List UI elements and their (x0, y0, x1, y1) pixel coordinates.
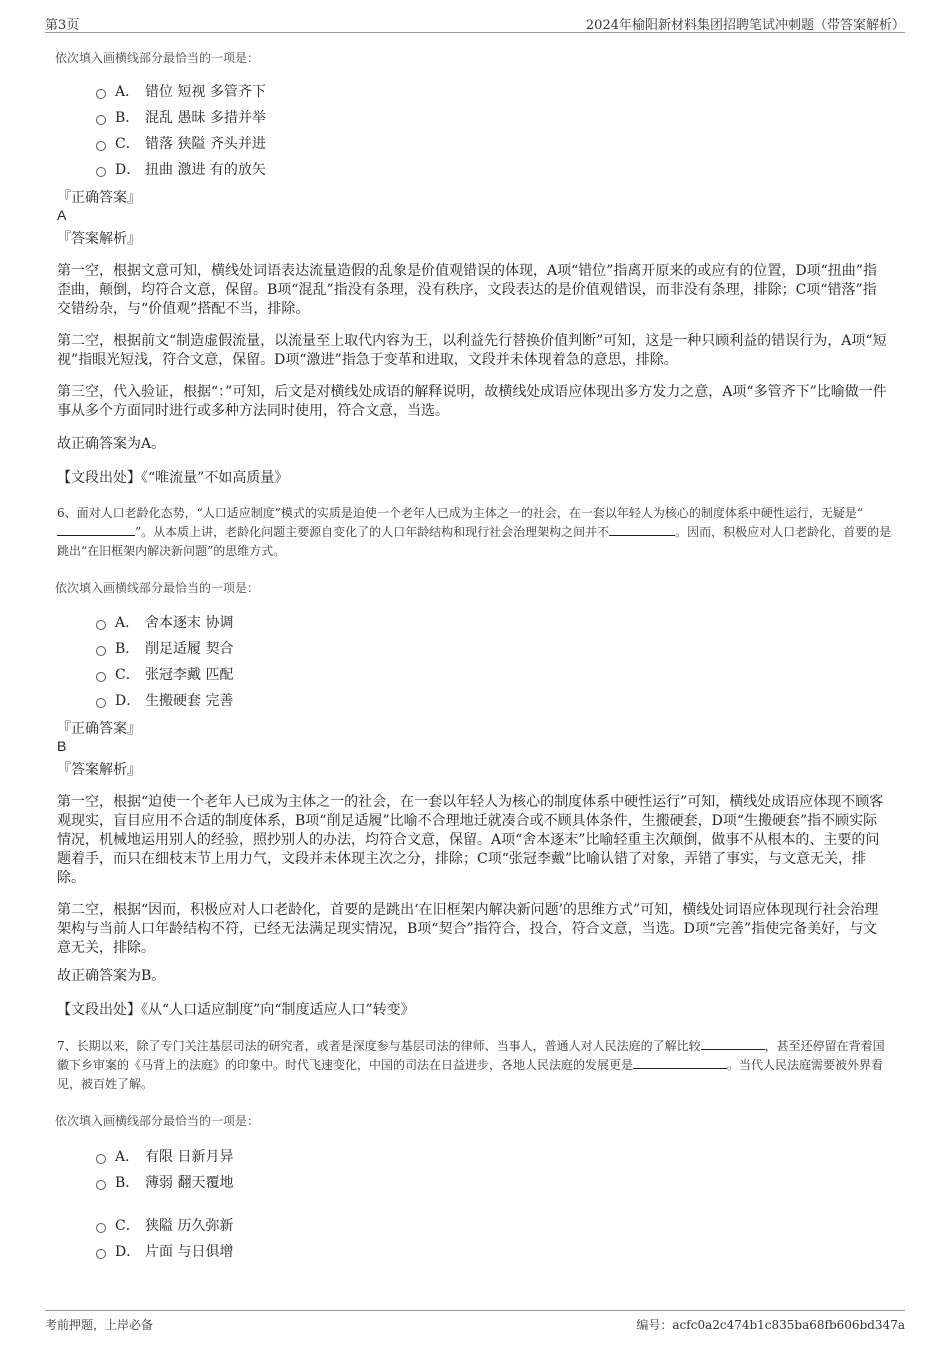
option-letter: C． (115, 667, 140, 683)
blank-line (633, 1056, 727, 1069)
q6-analysis-para-1: 第一空，根据“迫使一个老年人已成为主体之一的社会，在一套以年轻人为核心的制度体系中硬性运行”可知，横线处成语应体现不顾客观现实，盲目应用不合适的制度体系，B项“削足适履”比喻不合理地迁就凑合或不顾具体条件，生搬硬套，D项“生搬硬套”指不顾实际情况，机械地运用别人的经验，照抄别人的办法，均符合文意，保留。A项“舍本逐末”比喻轻重主次颠倒，做事不从根本的、主要的问题着手，而只在细枝末节上用力气，文段并未体现主次之分，排除；C项“张冠李戴”比喻认错了对象，弄错了事实，与文意无关，排除。 (57, 794, 884, 886)
option-text: 生搬硬套 完善 (145, 693, 234, 709)
option-text: 有限 日新月异 (145, 1149, 234, 1165)
radio-icon[interactable] (96, 1249, 106, 1259)
option-text: 扭曲 激进 有的放矢 (145, 162, 266, 178)
option-text: 张冠李戴 匹配 (145, 667, 234, 683)
q7-option-b[interactable] (96, 1172, 233, 1192)
q6-instruction: 依次填入画横线部分最恰当的一项是： (55, 581, 260, 595)
document-title: 2024年榆阳新材料集团招聘笔试冲刺题（带答案解析） (585, 18, 905, 33)
option-letter: A． (115, 84, 140, 100)
q5-option-a[interactable] (96, 81, 266, 101)
q6-answer-label: 『正确答案』 (57, 721, 141, 737)
option-letter: B． (115, 1175, 140, 1191)
radio-icon[interactable] (96, 620, 106, 630)
radio-icon[interactable] (96, 1223, 106, 1233)
blank-line (609, 523, 675, 536)
option-letter: D． (115, 693, 141, 709)
option-letter: C． (115, 136, 140, 152)
option-text: 削足适履 契合 (145, 641, 234, 657)
q5-analysis-para-2: 第二空，根据前文“制造虚假流量，以流量至上取代内容为王，以利益先行替换价值判断”可知，这是一种只顾利益的错误行为，A项“短视”指眼光短浅，符合文意，保留。D项“激进”指急于变革和进取，文段并未体现着急的意思，排除。 (57, 333, 887, 368)
option-text: 狭隘 历久弥新 (145, 1218, 234, 1234)
option-letter: D． (115, 162, 141, 178)
q5-option-d[interactable] (96, 159, 266, 179)
q6-option-b[interactable] (96, 638, 233, 658)
document-id: 编号：acfc0a2c474b1c835ba68fb606bd347a (636, 1318, 905, 1332)
option-letter: B． (115, 641, 140, 657)
radio-icon[interactable] (96, 141, 106, 151)
option-letter: C． (115, 1218, 140, 1234)
option-text: 错落 狭隘 齐头并进 (145, 136, 266, 152)
radio-icon[interactable] (96, 115, 106, 125)
radio-icon[interactable] (96, 672, 106, 682)
q6-source: 【文段出处】《从“人口适应制度”向“制度适应人口”转变》 (57, 1002, 415, 1018)
q5-source: 【文段出处】《“唯流量”不如高质量》 (57, 470, 289, 486)
q5-option-c[interactable] (96, 133, 266, 153)
option-text: 舍本逐末 协调 (145, 615, 234, 631)
q5-instruction: 依次填入画横线部分最恰当的一项是： (55, 51, 260, 65)
option-letter: A． (115, 1149, 140, 1165)
radio-icon[interactable] (96, 1180, 106, 1190)
q7-option-c[interactable] (96, 1215, 233, 1235)
footer-slogan: 考前押题，上岸必备 (45, 1318, 154, 1332)
q6-analysis-para-2: 第二空，根据“因而，积极应对人口老龄化，首要的是跳出‘在旧框架内解决新问题’的思维方式”可知，横线处词语应体现现行社会治理架构与当前人口年龄结构不符，已经无法满足现实情况，B项“契合”指符合，投合，符合文意，当选。D项“完善”指使完备美好，与文意无关，排除。 (57, 902, 879, 956)
q5-answer: A (57, 207, 67, 223)
q7-option-a[interactable] (96, 1146, 233, 1166)
page-header (45, 10, 905, 33)
page-number: 第3页 (45, 18, 80, 33)
q5-answer-label: 『正确答案』 (57, 190, 141, 206)
q7-stem: 7、长期以来，除了专门关注基层司法的研究者，或者是深度参与基层司法的律师、当事人，普通人对人民法庭的了解比较 ，甚至还停留在背着国徽下乡审案的《马背上的法庭》的印象中。时代飞速变化，中国的司法在日益进步，各地人民法庭的发展更是 。当代人民法庭需要被外界看见，被百姓了解。 (57, 1039, 885, 1091)
radio-icon[interactable] (96, 1154, 106, 1164)
blank-line (57, 523, 135, 536)
q6-analysis-label: 『答案解析』 (57, 762, 141, 778)
q5-analysis-para-3: 第三空，代入验证，根据“：”可知，后文是对横线处成语的解释说明，故横线处成语应体现出多方发力之意，A项“多管齐下”比喻做一件事从多个方面同时进行或多种方法同时使用，符合文意，当选。 (57, 384, 887, 419)
option-text: 错位 短视 多管齐下 (145, 84, 266, 100)
radio-icon[interactable] (96, 167, 106, 177)
radio-icon[interactable] (96, 89, 106, 99)
option-letter: A． (115, 615, 140, 631)
q7-option-d[interactable] (96, 1241, 233, 1261)
option-text: 片面 与日俱增 (145, 1244, 234, 1260)
q5-analysis-label: 『答案解析』 (57, 231, 141, 247)
q5-conclusion: 故正确答案为A。 (57, 436, 166, 452)
option-text: 薄弱 翻天覆地 (145, 1175, 234, 1191)
option-letter: D． (115, 1244, 141, 1260)
radio-icon[interactable] (96, 698, 106, 708)
q6-stem: 6、面对人口老龄化态势，“人口适应制度”模式的实质是迫使一个老年人已成为主体之一的社会，在一套以年轻人为核心的制度体系中硬性运行，无疑是“”。从本质上讲，老龄化问题主要源自变化了的人口年龄结构和现行社会治理架构之间并不 。因而，积极应对人口老龄化，首要的是跳出“在旧框架内解决新问题”的思维方式。 (57, 506, 892, 558)
radio-icon[interactable] (96, 646, 106, 656)
q5-option-b[interactable] (96, 107, 266, 127)
q6-conclusion: 故正确答案为B。 (57, 968, 166, 984)
page-footer (45, 1310, 905, 1335)
blank-line (701, 1037, 765, 1050)
option-letter: B． (115, 110, 140, 126)
q6-answer: B (57, 738, 67, 754)
q6-option-d[interactable] (96, 690, 233, 710)
q6-option-c[interactable] (96, 664, 233, 684)
option-text: 混乱 愚昧 多措并举 (145, 110, 266, 126)
q5-analysis-para-1: 第一空，根据文意可知，横线处词语表达流量造假的乱象是价值观错误的体现，A项“错位”指离开原来的或应有的位置，D项“扭曲”指歪曲，颠倒，均符合文意，保留。B项“混乱”指没有条理，没有秩序，文段表达的是价值观错误，而非没有条理，排除；C项“错落”指交错纷杂，与“价值观”搭配不当，排除。 (57, 263, 877, 317)
q7-instruction: 依次填入画横线部分最恰当的一项是： (55, 1114, 260, 1128)
q6-option-a[interactable] (96, 612, 233, 632)
